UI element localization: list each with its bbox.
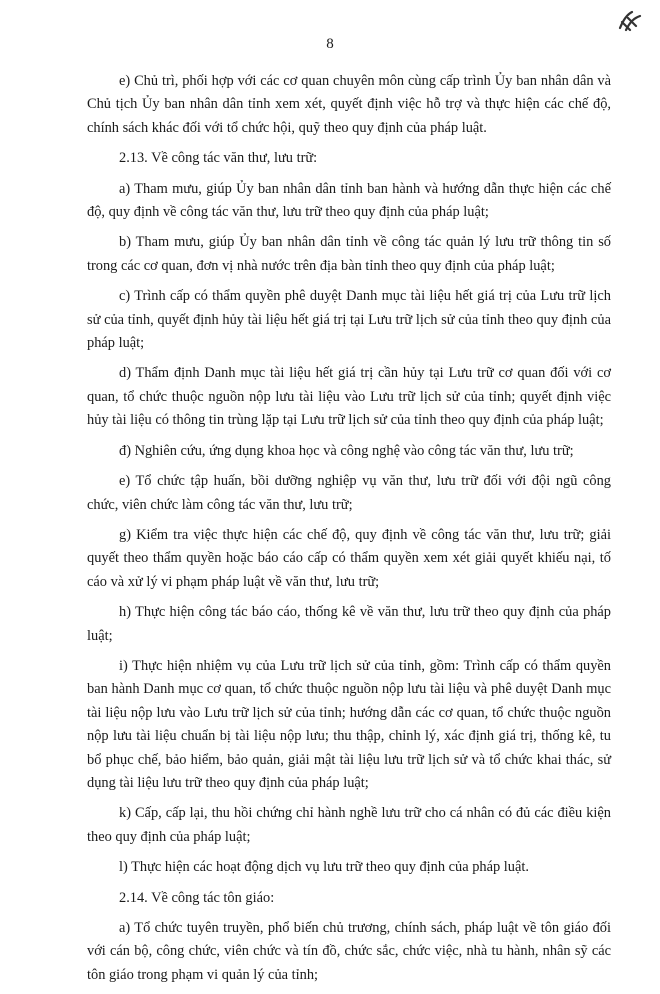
paragraph: a) Tham mưu, giúp Ủy ban nhân dân tỉnh ban hành và hướng dẫn thực hiện các chế độ, quy định về công tác văn thư, lưu trữ theo quy định của pháp luật; (87, 180, 611, 221)
paragraph: h) Thực hiện công tác báo cáo, thống kê về văn thư, lưu trữ theo quy định của pháp luật; (87, 604, 611, 644)
page-number: 8 (326, 36, 334, 52)
paragraph: e) Chủ trì, phối hợp với các cơ quan chuyên môn cùng cấp trình Ủy ban nhân dân và Chủ tịch Ủy ban nhân dân tỉnh xem xét, quyết định việc hỗ trợ và thực hiện các chế độ, chính sách khác đối với tổ chức hội, quỹ theo quy định của pháp luật. (87, 73, 611, 136)
paragraph: l) Thực hiện các hoạt động dịch vụ lưu trữ theo quy định của pháp luật. (119, 859, 529, 876)
paragraph: a) Tổ chức tuyên truyền, phổ biến chủ trương, chính sách, pháp luật về tôn giáo đối với cán bộ, công chức, viên chức và tín đồ, chức sắc, chức việc, nhà tu hành, nhân sỹ các tôn giáo trong phạm vi quản lý của tỉnh; (87, 920, 611, 983)
paragraph: đ) Nghiên cứu, ứng dụng khoa học và công nghệ vào công tác văn thư, lưu trữ; (119, 442, 574, 459)
paragraph: b) Tham mưu, giúp Ủy ban nhân dân tỉnh về công tác quản lý lưu trữ thông tin số trong các cơ quan, đơn vị nhà nước trên địa bàn tỉnh theo quy định của pháp luật; (87, 234, 611, 274)
section-heading: 2.14. Về công tác tôn giáo: (119, 889, 275, 906)
paragraph: d) Thẩm định Danh mục tài liệu hết giá trị cần hủy tại Lưu trữ cơ quan đối với cơ quan, tổ chức thuộc nguồn nộp lưu tài liệu vào Lưu trữ lịch sử của tỉnh; quyết định việc hủy tài liệu có thông tin trùng lặp tại Lưu trữ lịch sử của tỉnh theo quy định của pháp luật; (87, 365, 611, 429)
paragraph: g) Kiểm tra việc thực hiện các chế độ, quy định về công tác văn thư, lưu trữ; giải quyết theo thẩm quyền hoặc báo cáo cấp có thẩm quyền xem xét giải quyết khiếu nại, tố cáo và xử lý vi phạm pháp luật về văn thư, lưu trữ; (87, 526, 611, 590)
document-body (87, 70, 611, 994)
paragraph: i) Thực hiện nhiệm vụ của Lưu trữ lịch sử của tỉnh, gồm: Trình cấp có thẩm quyền ban hành Danh mục cơ quan, tổ chức thuộc nguồn nộp lưu tài liệu và phê duyệt Danh mục tài liệu nộp lưu vào Lưu trữ lịch sử của tỉnh; hướng dẫn các cơ quan, tổ chức thuộc nguồn nộp lưu tài liệu chuẩn bị tài liệu nộp lưu; thu thập, chỉnh lý, xác định giá trị, thống kê, tu bổ phục chế, bảo hiểm, bảo quản, giải mật tài liệu lưu trữ lịch sử và tổ chức khai thác, sử dụng tài liệu lưu trữ theo quy định của pháp luật; (87, 657, 611, 791)
paragraph: k) Cấp, cấp lại, thu hồi chứng chỉ hành nghề lưu trữ cho cá nhân có đủ các điều kiện theo quy định của pháp luật; (87, 805, 611, 845)
pen-mark-icon (616, 8, 644, 36)
section-heading: 2.13. Về công tác văn thư, lưu trữ: (119, 150, 318, 167)
paragraph: e) Tổ chức tập huấn, bồi dưỡng nghiệp vụ văn thư, lưu trữ đối với đội ngũ công chức, viên chức làm công tác văn thư, lưu trữ; (87, 473, 611, 513)
paragraph: c) Trình cấp có thẩm quyền phê duyệt Danh mục tài liệu hết giá trị của Lưu trữ lịch sử của tỉnh, quyết định hủy tài liệu hết giá trị tại Lưu trữ lịch sử của tỉnh theo quy định của pháp luật; (87, 288, 611, 352)
